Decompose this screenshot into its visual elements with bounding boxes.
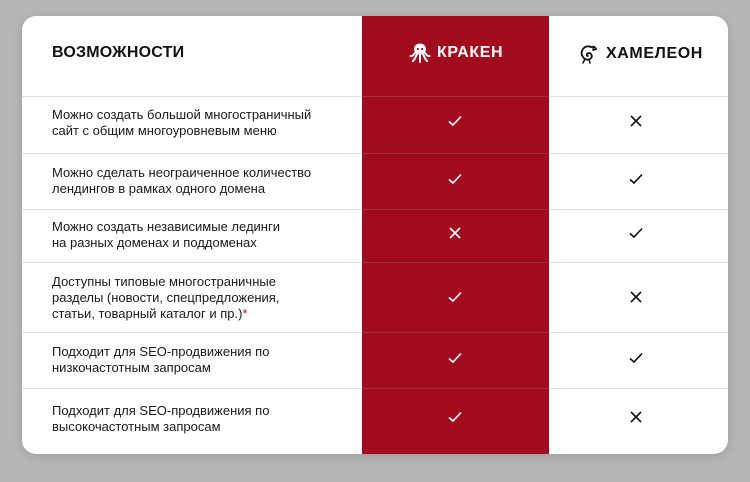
feature-line: низкочастотным запросам (52, 360, 211, 375)
row-divider (22, 262, 362, 263)
feature-text (52, 344, 342, 376)
row-divider (22, 153, 362, 154)
feature-line: Можно создать большой многостраничный (52, 107, 312, 122)
feature-text (52, 274, 342, 322)
feature-line: Подходит для SEO-продвижения по (52, 403, 270, 418)
row-divider (362, 209, 549, 210)
kraken-title: КРАКЕН (437, 44, 504, 61)
feature-line: разделы (новости, спецпредложения, (52, 290, 280, 305)
check-icon (628, 225, 644, 241)
row-divider (362, 153, 549, 154)
feature-text (52, 219, 342, 251)
feature-line: высокочастотным запросам (52, 419, 221, 434)
row-divider (362, 388, 549, 389)
feature-line-text: статьи, товарный каталог и пр.) (52, 306, 243, 321)
row-divider (362, 96, 549, 97)
cross-icon (447, 225, 463, 241)
row-divider (549, 262, 728, 263)
feature-line: сайт с общим многоуровневым меню (52, 123, 277, 138)
footnote-asterisk: * (242, 306, 248, 321)
table-row (22, 388, 728, 454)
check-icon (447, 409, 463, 425)
row-divider (549, 96, 728, 97)
chameleon-icon (576, 42, 600, 66)
feature-line (52, 306, 342, 322)
feature-text (52, 403, 342, 435)
check-icon (628, 350, 644, 366)
cross-icon (628, 113, 644, 129)
chameleon-title: ХАМЕЛЕОН (606, 45, 703, 62)
row-divider (549, 388, 728, 389)
row-divider (22, 96, 362, 97)
check-icon (628, 171, 644, 187)
check-icon (447, 171, 463, 187)
table-row (22, 262, 728, 332)
comparison-card (22, 16, 728, 454)
row-divider (22, 209, 362, 210)
row-divider (362, 332, 549, 333)
table-header (22, 16, 728, 96)
check-icon (447, 350, 463, 366)
cross-icon (628, 409, 644, 425)
octopus-icon (409, 42, 431, 64)
table-row (22, 153, 728, 209)
features-column-title: ВОЗМОЖНОСТИ (52, 44, 185, 61)
row-divider (549, 332, 728, 333)
feature-line: лендингов в рамках одного домена (52, 181, 266, 196)
row-divider (549, 209, 728, 210)
feature-line: на разных доменах и поддоменах (52, 235, 257, 250)
chameleon-brand (576, 42, 703, 66)
cross-icon (628, 289, 644, 305)
row-divider (22, 332, 362, 333)
table-row (22, 96, 728, 153)
feature-line: Доступны типовые многостраничные (52, 274, 276, 289)
feature-line: Подходит для SEO-продвижения по (52, 344, 270, 359)
kraken-brand (409, 42, 503, 64)
row-divider (22, 388, 362, 389)
feature-text (52, 165, 342, 197)
feature-text (52, 107, 342, 139)
table-row (22, 209, 728, 262)
feature-line: Можно создать независимые лединги (52, 219, 280, 234)
row-divider (549, 153, 728, 154)
check-icon (447, 113, 463, 129)
row-divider (362, 262, 549, 263)
table-row (22, 332, 728, 388)
check-icon (447, 289, 463, 305)
feature-line: Можно сделать неограиченное количество (52, 165, 312, 180)
